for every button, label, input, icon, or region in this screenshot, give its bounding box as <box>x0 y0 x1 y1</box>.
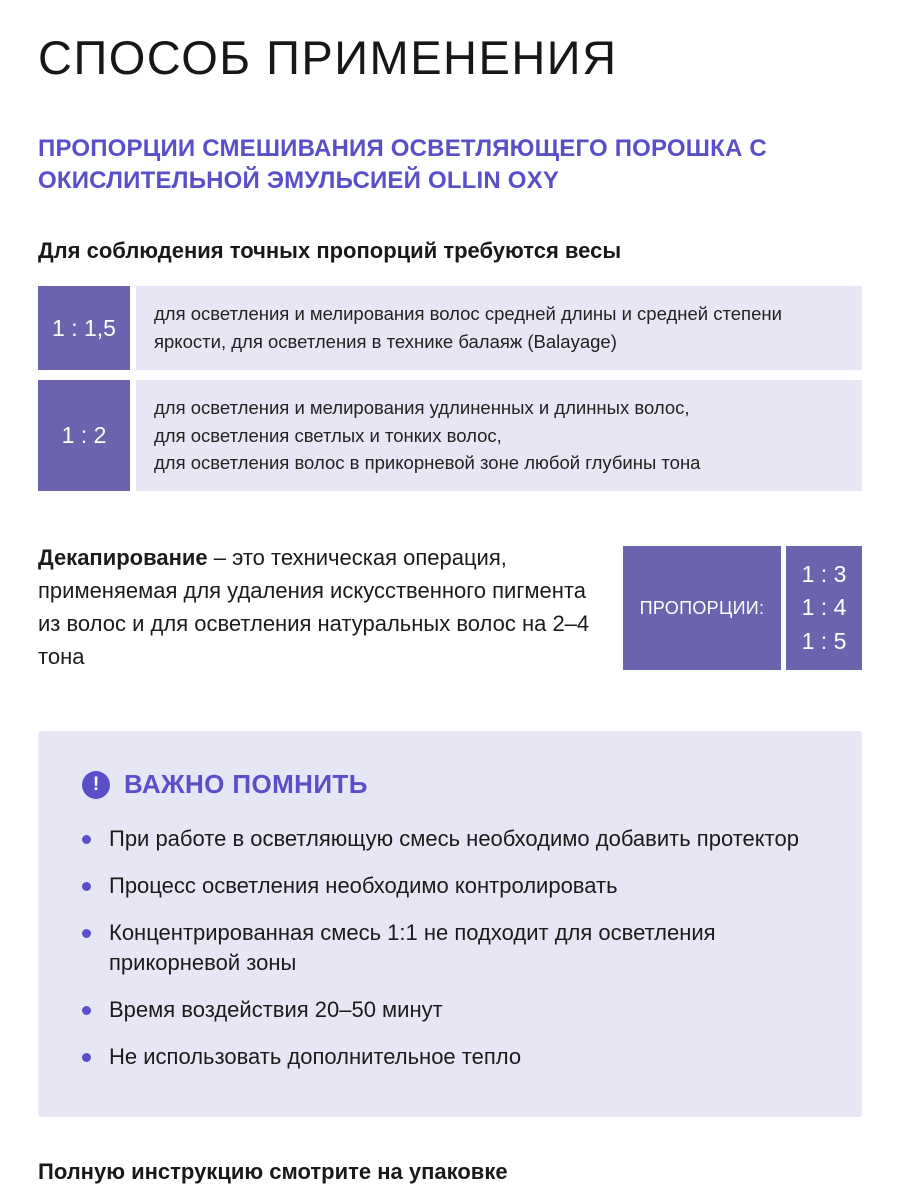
important-box <box>38 731 862 1117</box>
page-title: СПОСОБ ПРИМЕНЕНИЯ <box>38 31 618 84</box>
list-item-text: Не использовать дополнительное тепло <box>109 1044 522 1070</box>
description-line: для осветления волос в прикорневой зоне любой глубины тона <box>154 452 701 474</box>
table-row <box>38 286 862 370</box>
decapitation-section <box>38 541 862 673</box>
proportion-value: 1 : 4 <box>801 594 847 621</box>
proportion-value: 1 : 3 <box>801 561 847 588</box>
list-item-text: Концентрированная смесь 1:1 не подходит для осветления прикорневой зоны <box>109 919 716 976</box>
list-item-text: При работе в осветляющую смесь необходимо добавить протектор <box>109 826 799 852</box>
decapitation-paragraph <box>38 541 593 673</box>
exclamation-circle-icon: ! <box>82 771 110 799</box>
scales-note: Для соблюдения точных пропорций требуются весы <box>38 238 622 264</box>
bullet-icon <box>82 882 91 891</box>
bullet-icon <box>82 929 91 938</box>
description-line: для осветления светлых и тонких волос, <box>154 424 502 446</box>
list-item <box>82 1042 818 1073</box>
ratio-description <box>136 380 862 491</box>
proportions-group <box>623 546 862 670</box>
footer-note: Полную инструкцию смотрите на упаковке <box>38 1158 508 1184</box>
list-item <box>82 918 818 980</box>
description-text: для осветления и мелирования волос средней длины и средней степени яркости, для осветления в технике балаяж (Balayage) <box>154 303 782 353</box>
description-line: для осветления и мелирования удлиненных и длинных волос, <box>154 396 690 418</box>
bullet-icon <box>82 1053 91 1062</box>
bullet-icon <box>82 1006 91 1015</box>
important-header <box>82 769 818 800</box>
proportions-values <box>786 546 862 670</box>
important-title: ВАЖНО ПОМНИТЬ <box>124 769 368 800</box>
proportions-label: ПРОПОРЦИИ: <box>623 546 781 670</box>
proportion-value: 1 : 5 <box>801 627 847 654</box>
list-item <box>82 871 818 902</box>
decapitation-term: Декапирование <box>38 545 208 571</box>
decapitation-definition: – это техническая операция, применяемая для удаления искусственного пигмента из волос и для осветления натуральных волос на 2–4 тона <box>38 545 590 670</box>
ratio-description <box>136 286 862 370</box>
ratio-value: 1 : 1,5 <box>38 286 130 370</box>
important-list <box>82 824 818 1073</box>
ratio-table <box>38 286 862 491</box>
list-item <box>82 824 818 855</box>
ratio-value: 1 : 2 <box>38 380 130 491</box>
list-item <box>82 995 818 1026</box>
list-item-text: Процесс осветления необходимо контролировать <box>109 872 618 898</box>
table-row <box>38 380 862 491</box>
section-heading: ПРОПОРЦИИ СМЕШИВАНИЯ ОСВЕТЛЯЮЩЕГО ПОРОШКА С ОКИСЛИТЕЛЬНОЙ ЭМУЛЬСИЕЙ OLLIN OXY <box>38 135 767 194</box>
bullet-icon <box>82 835 91 844</box>
list-item-text: Время воздействия 20–50 минут <box>109 997 443 1023</box>
